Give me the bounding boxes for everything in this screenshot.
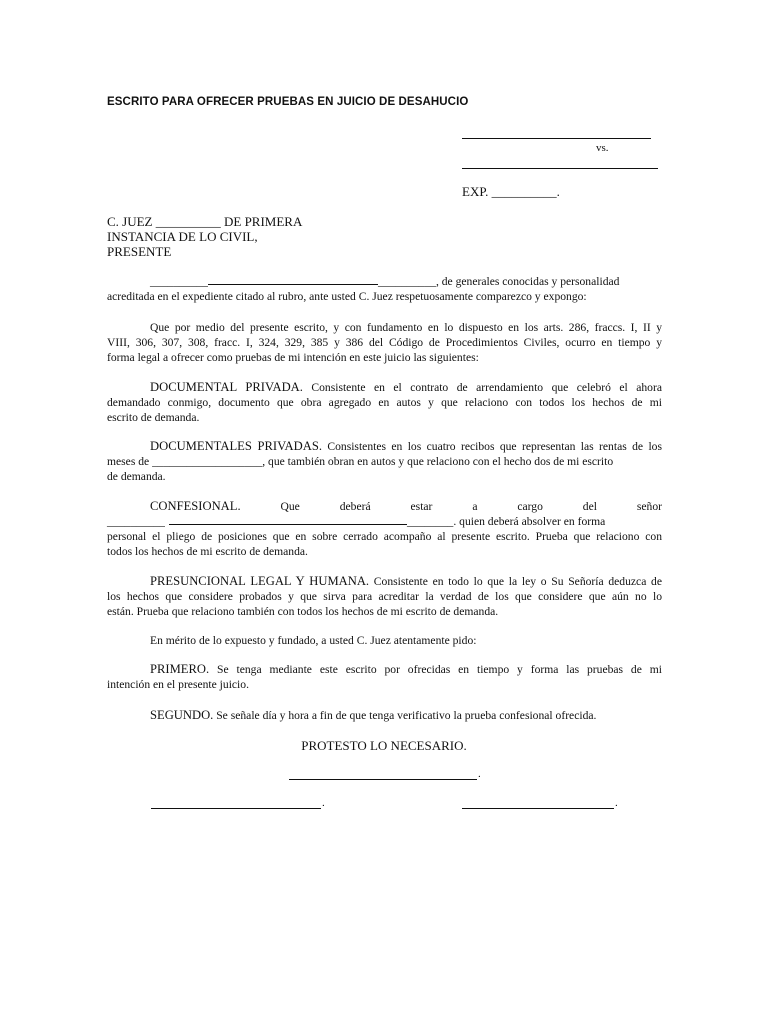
months-blank: ___________________ <box>152 455 263 468</box>
p2-lead: DOCUMENTAL PRIVADA. <box>150 380 303 394</box>
addressee-line-3: PRESENTE <box>107 244 172 259</box>
p6-text: En mérito de lo expuesto y fundado, a usted C. Juez atentamente pido: <box>150 634 477 647</box>
p5-line-1: Consistente en todo lo que la ley o Su Señoría deduzca de <box>373 575 662 588</box>
paragraph-confesional <box>107 499 662 559</box>
p2-line-2: demandado conmigo, documento que obra agregado en autos y que relaciono con todos los hechos de mi <box>107 396 662 409</box>
p8-text: Se señale día y hora a fin de que tenga verificativo la prueba confesional ofrecida. <box>216 709 597 722</box>
intro-suffix: __________, de generales conocidas y personalidad <box>377 275 620 288</box>
signature-line-right <box>462 808 614 809</box>
p4-word-8: señor <box>636 500 662 513</box>
signature-dot-right: . <box>615 797 618 809</box>
paragraph-documentales-privadas <box>107 439 662 484</box>
p5-line-2: los hechos que considere probados y que sirva para acreditar la verdad de los que considere que aún no lo <box>107 590 662 603</box>
p3-line-1: Consistentes en los cuatro recibos que representan las rentas de los <box>327 440 662 453</box>
p4-word-4: estar <box>410 500 433 513</box>
paragraph-primero <box>107 662 662 692</box>
paragraph-fundamento <box>107 320 662 365</box>
p4-line-3: personal el pliego de posiciones que en sobre cerrado acompaño al presente escrito. Prueba que relaciono con <box>107 530 662 543</box>
closing-protesto: PROTESTO LO NECESARIO. <box>301 738 467 753</box>
paragraph-documental-privada <box>107 380 662 425</box>
p4-word-5: a <box>472 500 478 513</box>
signature-dot-left: . <box>322 797 325 809</box>
p1-line-1: Que por medio del presente escrito, y con fundamento en lo dispuesto en los arts. 286, fraccs. I, II y <box>150 321 662 334</box>
p4-word-2: Que <box>280 500 300 513</box>
exp-label: EXP. __________. <box>462 184 560 199</box>
p8-lead: SEGUNDO. <box>150 708 214 722</box>
p4-line-2b: ________. quien deberá absolver en forma <box>406 515 606 528</box>
signature-dot-main: . <box>478 768 481 780</box>
addressee-line-2: INSTANCIA DE LO CIVIL, <box>107 229 258 244</box>
p5-line-3: están. Prueba que relaciono también con todos los hechos de mi escrito de demanda. <box>107 605 499 618</box>
intro-paragraph <box>107 274 662 304</box>
senor-blank <box>169 514 407 525</box>
intro-prefix: __________ <box>150 275 208 288</box>
name-blank <box>208 274 378 285</box>
p3-lead: DOCUMENTALES PRIVADAS. <box>150 439 322 453</box>
signature-line-main <box>289 779 477 780</box>
paragraph-presuncional <box>107 574 662 619</box>
p7-lead: PRIMERO. <box>150 662 210 676</box>
intro-line-2: acreditada en el expediente citado al rubro, ante usted C. Juez respetuosamente comparezco y expongo: <box>107 290 587 303</box>
p4-word-1: CONFESIONAL. <box>150 499 241 513</box>
paragraph-segundo <box>107 708 662 723</box>
p3-line-2a: meses de <box>107 455 150 468</box>
plaintiff-line <box>462 138 651 139</box>
document-title: ESCRITO PARA OFRECER PRUEBAS EN JUICIO DE DESAHUCIO <box>107 96 469 108</box>
p7-line-2: intención en el presente juicio. <box>107 678 249 691</box>
p1-line-3: forma legal a ofrecer como pruebas de mi intención en este juicio las siguientes: <box>107 351 479 364</box>
p3-line-2b: , que también obran en autos y que relaciono con el hecho dos de mi escrito <box>262 455 614 468</box>
p3-line-3: de demanda. <box>107 470 166 483</box>
p1-line-2: VIII, 306, 307, 308, fracc. I, 324, 329, 385 y 386 del Código de Procedimientos Civiles, ocurro en tiempo y <box>107 336 662 349</box>
p4-word-6: cargo <box>517 500 543 513</box>
p4-word-3: deberá <box>339 500 371 513</box>
addressee-line-1: C. JUEZ __________ DE PRIMERA <box>107 214 303 229</box>
p7-line-1: Se tenga mediante este escrito por ofrecidas en tiempo y forma las pruebas de mi <box>217 663 662 676</box>
signature-line-left <box>151 808 321 809</box>
p2-line-3: escrito de demanda. <box>107 411 200 424</box>
vs-label: vs. <box>596 142 609 154</box>
p5-lead: PRESUNCIONAL LEGAL Y HUMANA. <box>150 574 370 588</box>
paragraph-merito <box>107 633 662 648</box>
p4-word-7: del <box>582 500 597 513</box>
p4-line-2a: __________ <box>107 515 165 528</box>
p4-line-4: todos los hechos de mi escrito de demanda. <box>107 545 308 558</box>
defendant-line <box>462 168 658 169</box>
p2-line-1: Consistente en el contrato de arrendamiento que celebró el ahora <box>311 381 662 394</box>
